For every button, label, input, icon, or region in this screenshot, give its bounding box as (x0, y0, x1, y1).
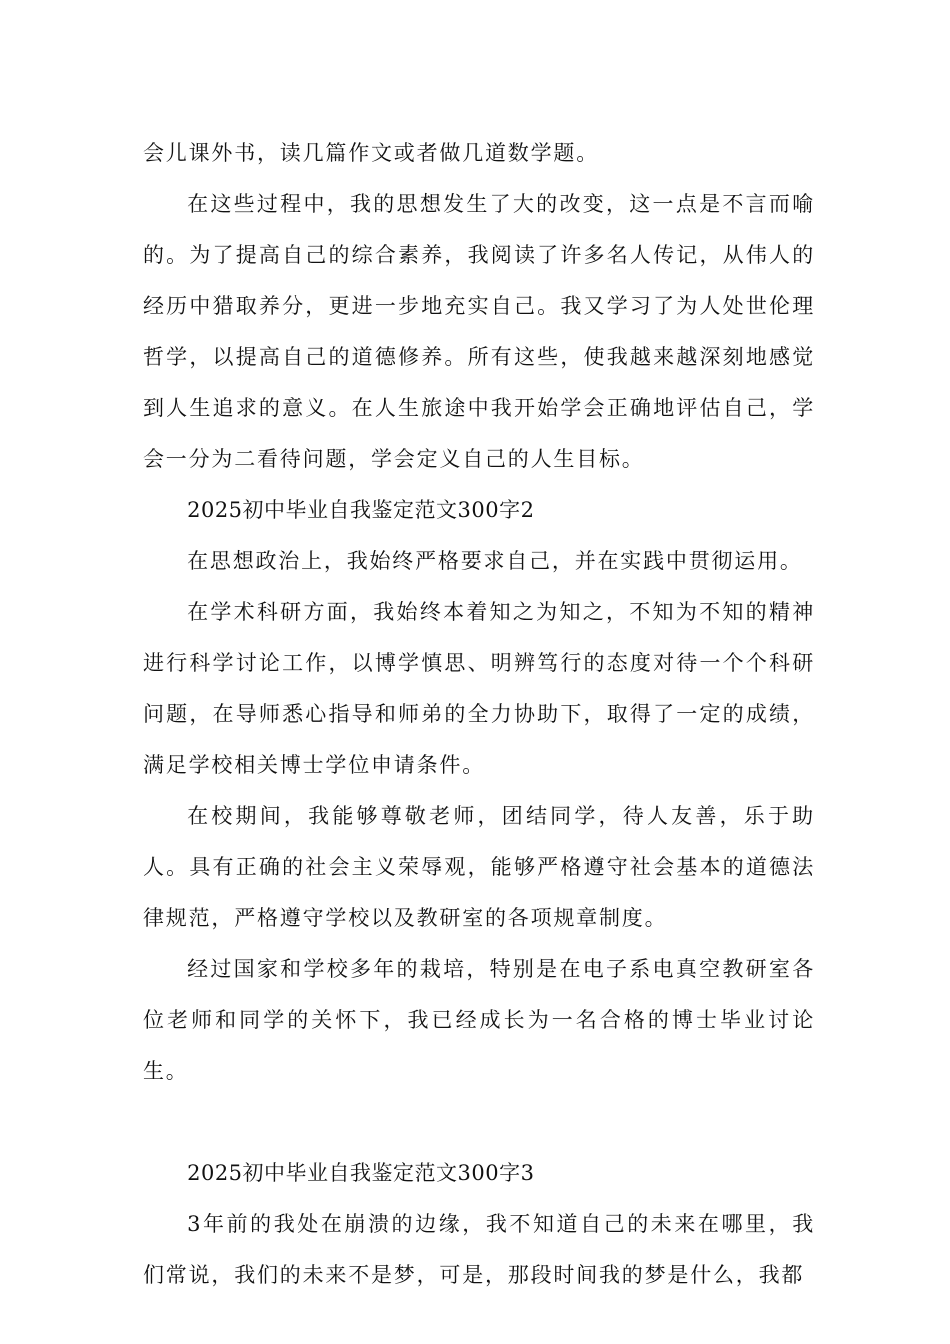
body-paragraph: 3年前的我处在崩溃的边缘，我不知道自己的未来在哪里，我们常说，我们的未来不是梦，可是，那段时间我的梦是什么，我都 (143, 1212, 815, 1287)
body-paragraph: 在学术科研方面，我始终本着知之为知之，不知为不知的精神进行科学讨论工作，以博学慎思、明辨笃行的态度对待一个个科研问题，在导师悉心指导和师弟的全力协助下，取得了一定的成绩，满足学校相关博士学位申请条件。 (143, 600, 815, 777)
section-heading: 2025初中毕业自我鉴定范文300字3 (187, 1161, 535, 1185)
body-paragraph: 在校期间，我能够尊敬老师，团结同学，待人友善，乐于助人。具有正确的社会主义荣辱观，能够严格遵守社会基本的道德法律规范，严格遵守学校以及教研室的各项规章制度。 (143, 804, 815, 930)
document-page (143, 128, 815, 1301)
body-paragraph: 在这些过程中，我的思想发生了大的改变，这一点是不言而喻的。为了提高自己的综合素养，我阅读了许多名人传记，从伟人的经历中猎取养分，更进一步地充实自己。我又学习了为人处世伦理哲学，以提高自己的道德修养。所有这些，使我越来越深刻地感觉到人生追求的意义。在人生旅途中我开始学会正确地评估自己，学会一分为二看待问题，学会定义自己的人生目标。 (143, 192, 815, 471)
section-heading: 2025初中毕业自我鉴定范文300字2 (187, 498, 535, 522)
body-paragraph: 经过国家和学校多年的栽培，特别是在电子系电真空教研室各位老师和同学的关怀下，我已经成长为一名合格的博士毕业讨论生。 (143, 957, 815, 1083)
continuation-paragraph: 会儿课外书，读几篇作文或者做几道数学题。 (143, 141, 599, 165)
section-spacer (143, 1097, 815, 1148)
body-paragraph: 在思想政治上，我始终严格要求自己，并在实践中贯彻运用。 (187, 549, 803, 573)
